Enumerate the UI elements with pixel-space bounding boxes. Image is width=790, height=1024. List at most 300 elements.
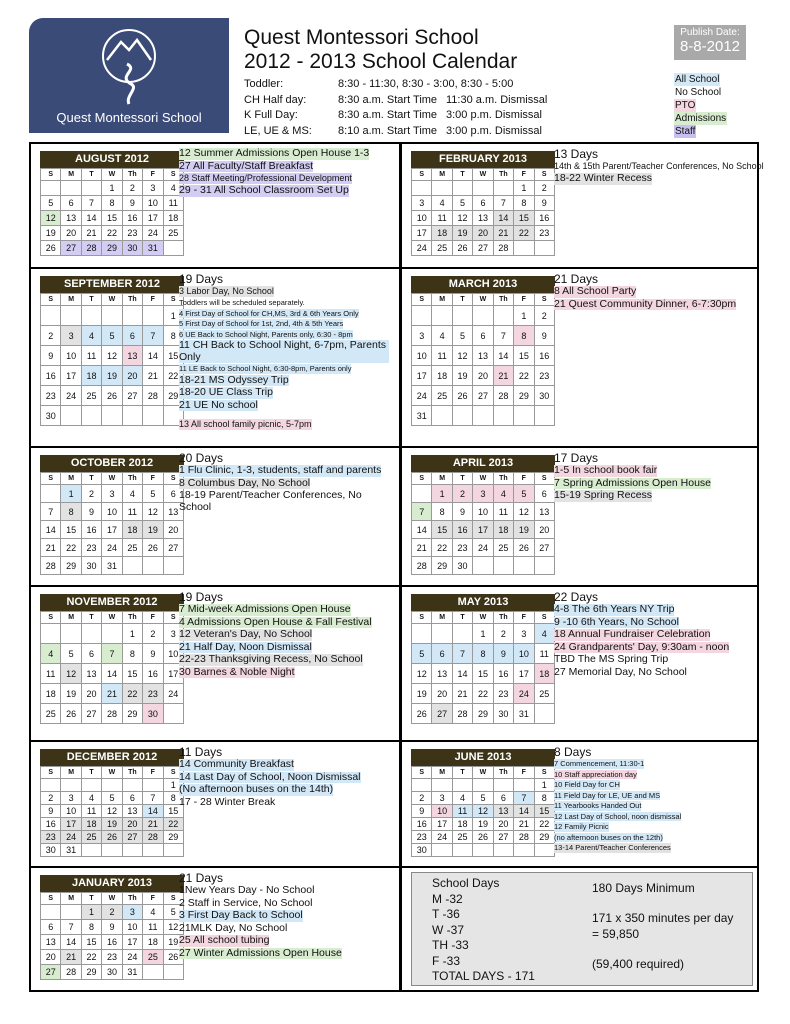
day-cell: 7 bbox=[61, 920, 81, 935]
event-line: 1 Flu Clinic, 1-3, students, staff and parents bbox=[179, 464, 382, 476]
day-cell: 11 bbox=[432, 211, 452, 226]
month-panel bbox=[31, 587, 399, 742]
day-cell: 1 bbox=[61, 485, 81, 503]
day-cell: 1 bbox=[514, 181, 534, 196]
event-line: 4 First Day of School for CH,MS, 3rd & 6th Years Only bbox=[179, 308, 359, 318]
empty-day-cell bbox=[61, 905, 81, 920]
schedule-start: 8:30 a.m. Start Time bbox=[338, 109, 438, 121]
day-cell: 31 bbox=[102, 557, 122, 575]
event-line: 25 All school tubing bbox=[179, 934, 270, 946]
day-cell: 30 bbox=[452, 557, 472, 575]
day-header-row bbox=[41, 169, 184, 181]
day-cell: 17 bbox=[412, 366, 432, 386]
day-cell: 4 bbox=[163, 181, 183, 196]
day-cell: 6 bbox=[493, 792, 513, 805]
empty-day-cell bbox=[432, 779, 452, 792]
day-cell: 13 bbox=[473, 346, 493, 366]
day-cell: 24 bbox=[514, 684, 534, 704]
day-cell: 13 bbox=[432, 664, 452, 684]
day-header: W bbox=[473, 612, 493, 624]
month-name: JUNE 2013 bbox=[411, 749, 555, 766]
day-cell: 31 bbox=[412, 406, 432, 426]
day-cell: 19 bbox=[452, 226, 472, 241]
week-row bbox=[412, 181, 555, 196]
day-cell: 30 bbox=[102, 965, 122, 980]
week-row bbox=[412, 406, 555, 426]
day-cell: 7 bbox=[514, 792, 534, 805]
day-cell: 7 bbox=[102, 644, 122, 664]
event-line: 7 Commencement, 11:30-1 bbox=[554, 759, 645, 768]
day-cell: 25 bbox=[143, 950, 163, 965]
minutes-line-1: 171 x 350 minutes per day bbox=[592, 911, 734, 925]
day-header: S bbox=[534, 473, 554, 485]
week-row bbox=[41, 844, 184, 857]
day-cell: 11 bbox=[493, 503, 513, 521]
event-line: 10 Field Day for CH bbox=[554, 780, 620, 789]
legend-item: All School bbox=[675, 74, 720, 85]
day-cell: 4 bbox=[452, 792, 472, 805]
minutes-line-2: = 59,850 bbox=[592, 926, 640, 941]
day-header: M bbox=[61, 893, 81, 905]
school-days-count: 20 Days bbox=[179, 451, 224, 465]
day-cell: 14 bbox=[493, 346, 513, 366]
day-cell: 20 bbox=[81, 684, 101, 704]
day-cell: 16 bbox=[81, 521, 101, 539]
day-cell: 5 bbox=[473, 792, 493, 805]
day-cell: 13 bbox=[163, 503, 183, 521]
schedule-dismissal: 3:00 p.m. Dismissal bbox=[446, 124, 542, 137]
day-cell: 21 bbox=[493, 366, 513, 386]
schedule-dismissal: 3:00 p.m. Dismissal bbox=[446, 109, 542, 121]
day-cell: 25 bbox=[493, 539, 513, 557]
month-panel bbox=[31, 144, 399, 267]
day-cell: 1 bbox=[122, 624, 142, 644]
empty-day-cell bbox=[122, 779, 142, 792]
day-cell: 1 bbox=[102, 181, 122, 196]
day-header: M bbox=[61, 473, 81, 485]
month-name: SEPTEMBER 2012 bbox=[40, 276, 184, 293]
day-header: Th bbox=[122, 893, 142, 905]
summary-total: TOTAL DAYS - 171 bbox=[432, 969, 535, 983]
day-header: T bbox=[452, 294, 472, 306]
day-header-row bbox=[41, 473, 184, 485]
day-header: W bbox=[102, 169, 122, 181]
event-line: 15-19 Spring Recess bbox=[554, 489, 653, 501]
day-header: Th bbox=[122, 473, 142, 485]
schedule-program: Toddler: bbox=[244, 78, 284, 90]
school-logo bbox=[29, 18, 229, 133]
day-cell: 9 bbox=[41, 805, 61, 818]
summary-row: T -36 bbox=[432, 907, 460, 921]
day-header: Th bbox=[493, 294, 513, 306]
day-cell: 4 bbox=[493, 485, 513, 503]
day-cell: 24 bbox=[61, 386, 81, 406]
day-cell: 2 bbox=[41, 792, 61, 805]
day-cell: 21 bbox=[452, 684, 472, 704]
day-cell: 11 bbox=[143, 920, 163, 935]
day-cell: 2 bbox=[493, 624, 513, 644]
day-header: S bbox=[41, 473, 61, 485]
week-row bbox=[41, 965, 184, 980]
event-line: 18-20 UE Class Trip bbox=[179, 386, 273, 398]
week-row bbox=[412, 306, 555, 326]
schedule-program: LE, UE & MS: bbox=[244, 124, 312, 137]
event-line: 10 Staff appreciation day bbox=[554, 769, 637, 779]
day-cell: 22 bbox=[432, 539, 452, 557]
day-cell: 30 bbox=[534, 386, 554, 406]
day-cell: 26 bbox=[452, 386, 472, 406]
school-days-summary bbox=[411, 872, 753, 986]
month-table bbox=[40, 168, 184, 256]
empty-day-cell bbox=[41, 779, 61, 792]
day-cell: 15 bbox=[473, 664, 493, 684]
month-calendar bbox=[40, 276, 184, 426]
week-row bbox=[41, 539, 184, 557]
month-panel bbox=[31, 868, 399, 994]
day-cell: 22 bbox=[534, 818, 554, 831]
day-header: S bbox=[534, 767, 554, 779]
day-header: W bbox=[473, 767, 493, 779]
event-line: 1-5 In school book fair bbox=[554, 464, 658, 476]
day-cell: 28 bbox=[61, 965, 81, 980]
day-header: S bbox=[163, 767, 183, 779]
month-calendar bbox=[40, 151, 184, 256]
month-table bbox=[40, 472, 184, 575]
week-row bbox=[412, 624, 555, 644]
week-row bbox=[412, 485, 555, 503]
event-line: 12 Veteran's Day, No School bbox=[179, 628, 313, 640]
day-cell: 15 bbox=[102, 211, 122, 226]
day-cell: 17 bbox=[102, 521, 122, 539]
day-cell: 30 bbox=[122, 241, 142, 256]
day-cell: 24 bbox=[143, 226, 163, 241]
month-table bbox=[40, 293, 184, 426]
month-calendar bbox=[411, 455, 555, 575]
school-days-count: 21 Days bbox=[554, 272, 599, 286]
day-cell: 12 bbox=[143, 503, 163, 521]
empty-day-cell bbox=[163, 557, 183, 575]
day-cell: 9 bbox=[102, 920, 122, 935]
event-line: 17 - 28 Winter Break bbox=[179, 795, 276, 808]
day-cell: 22 bbox=[514, 366, 534, 386]
day-header: F bbox=[143, 169, 163, 181]
day-cell: 19 bbox=[452, 366, 472, 386]
day-cell: 28 bbox=[452, 704, 472, 724]
day-header: S bbox=[412, 294, 432, 306]
week-row bbox=[412, 684, 555, 704]
day-cell: 7 bbox=[493, 326, 513, 346]
day-cell: 23 bbox=[122, 226, 142, 241]
day-cell: 27 bbox=[81, 704, 101, 724]
day-cell: 18 bbox=[452, 818, 472, 831]
empty-day-cell bbox=[41, 485, 61, 503]
day-cell: 11 bbox=[534, 644, 554, 664]
day-cell: 14 bbox=[143, 346, 163, 366]
day-cell: 9 bbox=[534, 326, 554, 346]
day-cell: 28 bbox=[514, 831, 534, 844]
month-name: MARCH 2013 bbox=[411, 276, 555, 293]
day-cell: 24 bbox=[412, 241, 432, 256]
day-cell: 2 bbox=[81, 485, 101, 503]
day-cell: 19 bbox=[41, 226, 61, 241]
empty-day-cell bbox=[473, 181, 493, 196]
day-cell: 8 bbox=[122, 644, 142, 664]
month-name: APRIL 2013 bbox=[411, 455, 555, 472]
day-header: F bbox=[514, 612, 534, 624]
day-cell: 21 bbox=[143, 366, 163, 386]
day-cell: 31 bbox=[122, 965, 142, 980]
day-cell: 22 bbox=[473, 684, 493, 704]
event-line: 28 Staff Meeting/Professional Development bbox=[179, 173, 352, 183]
day-cell: 3 bbox=[143, 181, 163, 196]
event-line: 14 Last Day of School, Noon Dismissal bbox=[179, 770, 361, 783]
day-cell: 1 bbox=[81, 905, 101, 920]
month-events bbox=[554, 147, 764, 186]
event-line: 2 Staff in Service, No School bbox=[179, 896, 313, 909]
day-cell: 19 bbox=[102, 818, 122, 831]
day-cell: 20 bbox=[473, 366, 493, 386]
week-row bbox=[412, 844, 555, 857]
day-cell: 20 bbox=[122, 818, 142, 831]
empty-day-cell bbox=[41, 181, 61, 196]
day-cell: 11 bbox=[432, 346, 452, 366]
empty-day-cell bbox=[143, 844, 163, 857]
day-cell: 20 bbox=[122, 366, 142, 386]
week-row bbox=[41, 950, 184, 965]
empty-day-cell bbox=[534, 844, 554, 857]
empty-day-cell bbox=[473, 306, 493, 326]
week-row bbox=[41, 792, 184, 805]
day-cell: 3 bbox=[473, 485, 493, 503]
day-header: S bbox=[534, 294, 554, 306]
day-cell: 22 bbox=[514, 226, 534, 241]
empty-day-cell bbox=[41, 624, 61, 644]
day-header: M bbox=[432, 473, 452, 485]
empty-day-cell bbox=[534, 241, 554, 256]
day-cell: 4 bbox=[41, 644, 61, 664]
day-cell: 8 bbox=[61, 503, 81, 521]
day-header-row bbox=[412, 294, 555, 306]
day-cell: 12 bbox=[412, 664, 432, 684]
empty-day-cell bbox=[473, 844, 493, 857]
day-cell: 3 bbox=[122, 905, 142, 920]
day-cell: 26 bbox=[514, 539, 534, 557]
event-line: 21 UE No school bbox=[179, 398, 258, 411]
color-legend bbox=[674, 73, 727, 138]
day-cell: 13 bbox=[61, 211, 81, 226]
day-cell: 16 bbox=[102, 935, 122, 950]
empty-day-cell bbox=[493, 779, 513, 792]
day-cell: 8 bbox=[473, 644, 493, 664]
event-line: 11 CH Back to School Night, 6-7pm, Parents Only bbox=[179, 340, 389, 363]
month-name: FEBRUARY 2013 bbox=[411, 151, 555, 168]
event-line: 27 Memorial Day, No School bbox=[554, 665, 687, 678]
day-cell: 26 bbox=[102, 386, 122, 406]
day-cell: 23 bbox=[81, 539, 101, 557]
day-cell: 2 bbox=[412, 792, 432, 805]
empty-day-cell bbox=[102, 779, 122, 792]
empty-day-cell bbox=[493, 844, 513, 857]
day-cell: 31 bbox=[143, 241, 163, 256]
day-header-row bbox=[412, 612, 555, 624]
day-cell: 16 bbox=[493, 664, 513, 684]
day-cell: 2 bbox=[452, 485, 472, 503]
day-cell: 3 bbox=[61, 792, 81, 805]
schedule-dismissal: 11:30 a.m. Dismissal bbox=[446, 93, 548, 106]
day-header: T bbox=[81, 767, 101, 779]
week-row bbox=[41, 406, 184, 426]
day-cell: 11 bbox=[41, 664, 61, 684]
day-cell: 6 bbox=[122, 326, 142, 346]
week-row bbox=[41, 779, 184, 792]
week-row bbox=[412, 539, 555, 557]
day-header: Th bbox=[122, 612, 142, 624]
day-cell: 6 bbox=[61, 196, 81, 211]
day-cell: 28 bbox=[102, 704, 122, 724]
day-cell: 7 bbox=[412, 503, 432, 521]
day-header: Th bbox=[122, 169, 142, 181]
summary-row: M -32 bbox=[432, 891, 463, 906]
empty-day-cell bbox=[473, 779, 493, 792]
day-cell: 9 bbox=[122, 196, 142, 211]
day-header: F bbox=[143, 473, 163, 485]
day-cell: 8 bbox=[81, 920, 101, 935]
empty-day-cell bbox=[102, 624, 122, 644]
day-cell: 17 bbox=[143, 211, 163, 226]
day-cell: 22 bbox=[61, 539, 81, 557]
month-panel bbox=[402, 269, 759, 448]
day-cell: 4 bbox=[81, 326, 101, 346]
day-cell: 15 bbox=[163, 346, 183, 366]
week-row bbox=[41, 935, 184, 950]
day-cell: 14 bbox=[143, 805, 163, 818]
school-days-count: 22 Days bbox=[554, 590, 599, 604]
day-cell: 24 bbox=[122, 950, 142, 965]
day-header: S bbox=[163, 294, 183, 306]
day-cell: 5 bbox=[61, 644, 81, 664]
day-cell: 20 bbox=[473, 226, 493, 241]
empty-day-cell bbox=[61, 406, 81, 426]
week-row bbox=[41, 818, 184, 831]
day-cell: 9 bbox=[81, 503, 101, 521]
day-cell: 15 bbox=[514, 346, 534, 366]
day-cell: 15 bbox=[432, 521, 452, 539]
day-cell: 14 bbox=[81, 211, 101, 226]
day-cell: 28 bbox=[81, 241, 101, 256]
month-table bbox=[411, 766, 555, 857]
day-cell: 14 bbox=[514, 805, 534, 818]
day-cell: 2 bbox=[122, 181, 142, 196]
month-panel bbox=[402, 587, 759, 742]
day-cell: 25 bbox=[452, 831, 472, 844]
day-cell: 23 bbox=[41, 386, 61, 406]
day-cell: 20 bbox=[534, 521, 554, 539]
day-cell: 27 bbox=[493, 831, 513, 844]
day-cell: 22 bbox=[122, 684, 142, 704]
event-line: 30 Barnes & Noble Night bbox=[179, 665, 295, 678]
day-cell: 17 bbox=[412, 226, 432, 241]
empty-day-cell bbox=[452, 624, 472, 644]
day-cell: 18 bbox=[143, 935, 163, 950]
empty-day-cell bbox=[81, 844, 101, 857]
day-cell: 18 bbox=[81, 366, 101, 386]
empty-day-cell bbox=[102, 406, 122, 426]
week-row bbox=[412, 366, 555, 386]
empty-day-cell bbox=[102, 306, 122, 326]
day-cell: 23 bbox=[493, 684, 513, 704]
week-row bbox=[412, 326, 555, 346]
week-row bbox=[41, 211, 184, 226]
school-days-count: 11 Days bbox=[179, 745, 223, 759]
empty-day-cell bbox=[81, 406, 101, 426]
day-cell: 1 bbox=[534, 779, 554, 792]
month-events bbox=[554, 452, 750, 503]
day-cell: 9 bbox=[534, 196, 554, 211]
empty-day-cell bbox=[432, 406, 452, 426]
school-days-count: 21 Days bbox=[179, 871, 224, 885]
day-cell: 21 bbox=[61, 950, 81, 965]
day-header: M bbox=[432, 294, 452, 306]
event-line: 4 Admissions Open House & Fall Festival bbox=[179, 615, 372, 628]
week-row bbox=[41, 905, 184, 920]
day-header-row bbox=[412, 473, 555, 485]
week-row bbox=[41, 485, 184, 503]
event-line: Toddlers will be scheduled separately. bbox=[179, 298, 305, 307]
week-row bbox=[41, 831, 184, 844]
day-cell: 29 bbox=[163, 386, 183, 406]
day-header: T bbox=[81, 893, 101, 905]
day-cell: 24 bbox=[473, 539, 493, 557]
day-cell: 29 bbox=[61, 557, 81, 575]
day-cell: 6 bbox=[473, 196, 493, 211]
day-header: S bbox=[163, 169, 183, 181]
day-cell: 17 bbox=[473, 521, 493, 539]
empty-day-cell bbox=[412, 779, 432, 792]
day-header: S bbox=[412, 169, 432, 181]
school-days-count: 19 Days bbox=[179, 272, 224, 286]
day-cell: 10 bbox=[61, 805, 81, 818]
event-line: 12 Family Picnic bbox=[554, 822, 609, 831]
day-cell: 15 bbox=[61, 521, 81, 539]
month-name: OCTOBER 2012 bbox=[40, 455, 184, 472]
day-header: S bbox=[41, 294, 61, 306]
empty-day-cell bbox=[473, 557, 493, 575]
day-cell: 21 bbox=[143, 818, 163, 831]
day-cell: 12 bbox=[514, 503, 534, 521]
day-header: M bbox=[61, 767, 81, 779]
day-header: Th bbox=[493, 767, 513, 779]
event-line: 3 First Day Back to School bbox=[179, 909, 303, 921]
day-cell: 11 bbox=[122, 503, 142, 521]
day-cell: 20 bbox=[432, 684, 452, 704]
day-cell: 13 bbox=[493, 805, 513, 818]
week-row bbox=[412, 557, 555, 575]
day-cell: 3 bbox=[61, 326, 81, 346]
day-cell: 2 bbox=[102, 905, 122, 920]
day-cell: 12 bbox=[102, 346, 122, 366]
day-cell: 27 bbox=[534, 539, 554, 557]
day-cell: 23 bbox=[412, 831, 432, 844]
day-cell: 21 bbox=[102, 684, 122, 704]
summary-row: TH -33 bbox=[432, 938, 469, 952]
empty-day-cell bbox=[122, 406, 142, 426]
day-cell: 25 bbox=[81, 386, 101, 406]
day-cell: 19 bbox=[514, 521, 534, 539]
day-cell: 28 bbox=[143, 386, 163, 406]
empty-day-cell bbox=[163, 704, 183, 724]
month-calendar bbox=[411, 276, 555, 426]
empty-day-cell bbox=[143, 779, 163, 792]
